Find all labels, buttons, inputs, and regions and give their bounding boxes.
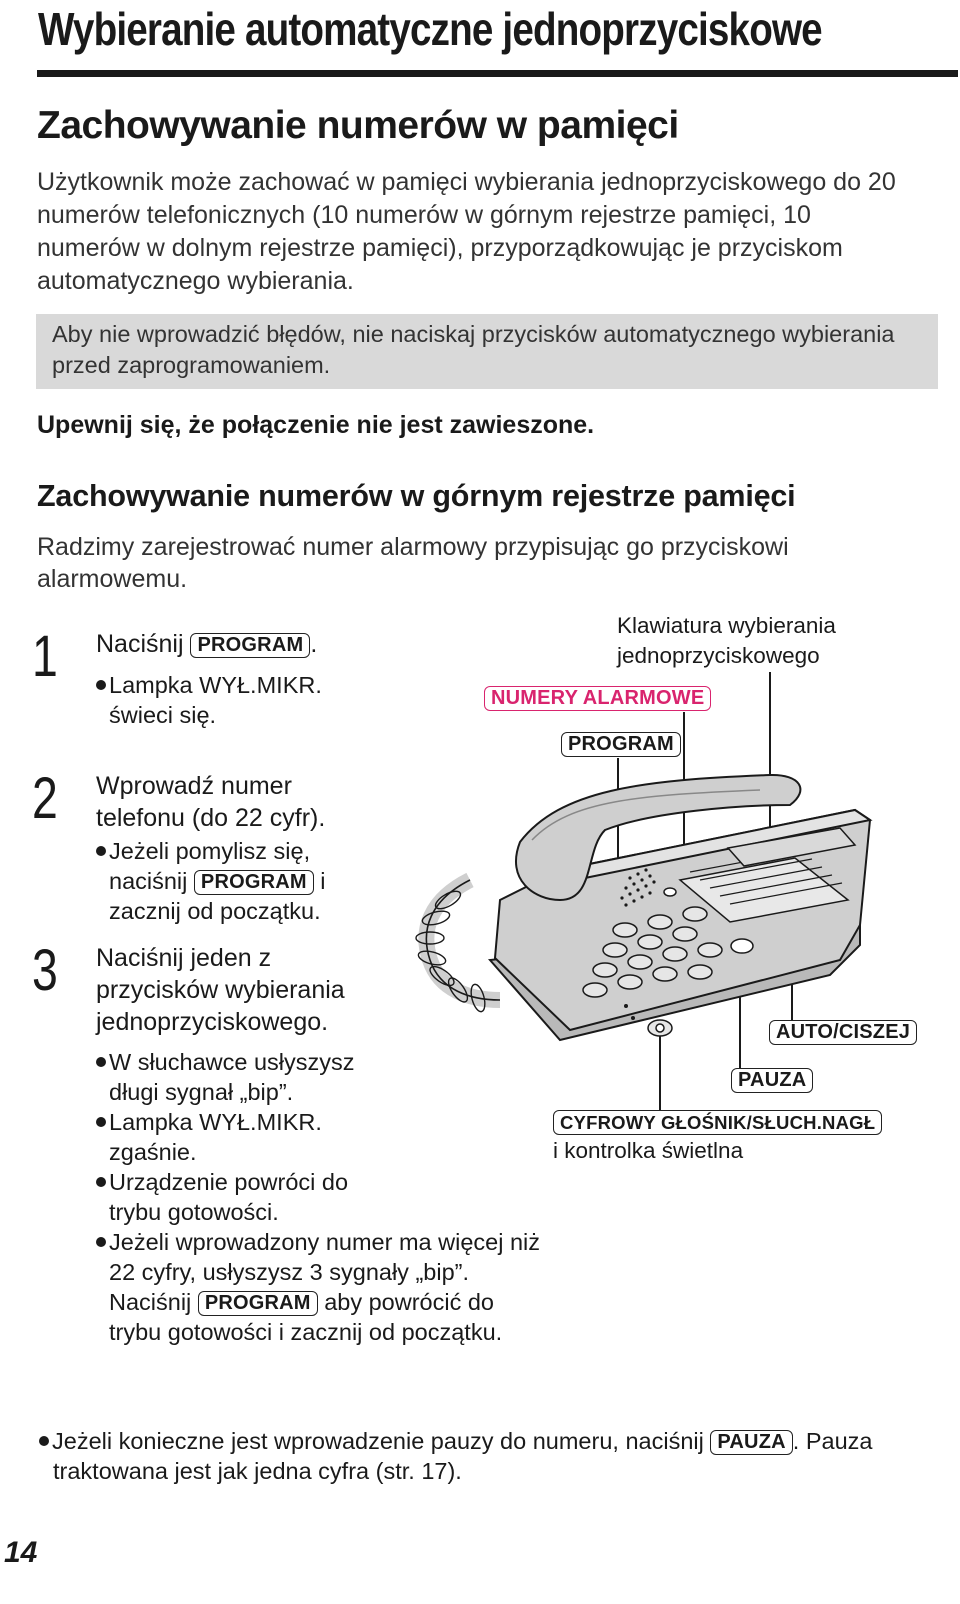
emergency-key-label <box>484 686 711 711</box>
auto-volume-key: AUTO/CISZEJ <box>769 1020 917 1045</box>
step-3-number: 3 <box>32 938 58 1003</box>
keypad-label-line: Klawiatura wybierania <box>617 613 836 638</box>
step-2-line: telefonu (do 22 cyfr). <box>96 804 326 832</box>
page-number: 14 <box>4 1536 38 1569</box>
bullet-line: naciśnij <box>109 868 188 894</box>
auto-key-label <box>769 1020 917 1045</box>
bullet-line: długi sygnał „bip”. <box>109 1079 294 1105</box>
bullet-line: Jeżeli wprowadzony numer ma więcej niż <box>109 1229 541 1255</box>
subsection-title: Zachowywanie numerów w górnym rejestrze pamięci <box>37 479 796 513</box>
step-3-line: Naciśnij jeden z <box>96 944 272 972</box>
speaker-key-label <box>553 1110 882 1135</box>
bullet-line: aby powrócić do <box>324 1289 495 1315</box>
indicator-label: i kontrolka świetlna <box>553 1138 744 1163</box>
note-text: Aby nie wprowadzić błędów, nie naciskaj przycisków automatycznego wybierania przed zaprogramowaniem. <box>52 321 895 378</box>
main-title: Wybieranie automatyczne jednoprzyciskowe <box>38 3 822 55</box>
subsection-intro: Radzimy zarejestrować numer alarmowy przypisując go przyciskowi alarmowemu. <box>37 533 789 593</box>
program-key-label <box>561 732 681 757</box>
coiled-cord-icon <box>416 880 500 1013</box>
section-title: Zachowywanie numerów w pamięci <box>37 104 679 147</box>
emergency-key: NUMERY ALARMOWE <box>484 686 711 711</box>
pause-key: PAUZA <box>710 1430 792 1455</box>
pause-key: PAUZA <box>731 1068 813 1093</box>
bullet-line: trybu gotowości i zacznij od początku. <box>109 1319 503 1345</box>
program-key: PROGRAM <box>194 870 314 895</box>
keypad-label <box>617 611 836 671</box>
bullet-dot <box>39 1436 49 1446</box>
intro-paragraph: Użytkownik może zachować w pamięci wybierania jednoprzyciskowego do 20 numerów telefonicznych (10 numerów w górnym rejestrze pamięci, 10 numerów w dolnym rejestrze pamięci), przyporządkowując je przyciskom automatycznego wybierania. <box>37 168 896 295</box>
footer-note-line2: traktowana jest jak jedna cyfra (str. 17). <box>53 1458 462 1484</box>
bullet-line: świeci się. <box>109 702 217 728</box>
program-key: PROGRAM <box>561 732 681 757</box>
bullet-line: i <box>320 868 326 894</box>
footer-note <box>53 1426 943 1486</box>
bullet-line: Urządzenie powróci do <box>109 1169 349 1195</box>
step-3-line: jednoprzyciskowego. <box>96 1008 329 1036</box>
speaker-key: CYFROWY GŁOŚNIK/SŁUCH.NAGŁ <box>553 1110 882 1135</box>
bullet-line: 22 cyfry, usłyszysz 3 sygnały „bip”. <box>109 1259 470 1285</box>
footer-note-prefix: Jeżeli konieczne jest wprowadzenie pauzy do numeru, naciśnij <box>52 1428 704 1454</box>
step-1-suffix: . <box>310 630 318 658</box>
program-key: PROGRAM <box>198 1291 318 1316</box>
step-3-line: przycisków wybierania <box>96 976 345 1004</box>
bullet-line: Naciśnij <box>109 1289 192 1315</box>
bullet-line: zacznij od początku. <box>109 898 321 924</box>
bullet-line: W słuchawce usłyszysz <box>109 1049 355 1075</box>
step-2-line: Wprowadź numer <box>96 772 292 800</box>
bullet-line: trybu gotowości. <box>109 1199 279 1225</box>
bullet-line: Lampka WYŁ.MIKR. <box>109 1109 322 1135</box>
bullet-line: Lampka WYŁ.MIKR. <box>109 672 322 698</box>
bullet-line: zgaśnie. <box>109 1139 197 1165</box>
step-1-number: 1 <box>32 624 58 689</box>
program-key: PROGRAM <box>190 633 310 658</box>
pause-key-label <box>731 1068 813 1093</box>
step-2-number: 2 <box>32 766 58 831</box>
bullet-line: Jeżeli pomylisz się, <box>109 838 311 864</box>
footer-note-suffix: . Pauza <box>792 1428 873 1454</box>
keypad-label-line: jednoprzyciskowego <box>617 643 820 668</box>
step-1-prefix: Naciśnij <box>96 630 184 658</box>
warning-text: Upewnij się, że połączenie nie jest zawieszone. <box>37 411 595 439</box>
